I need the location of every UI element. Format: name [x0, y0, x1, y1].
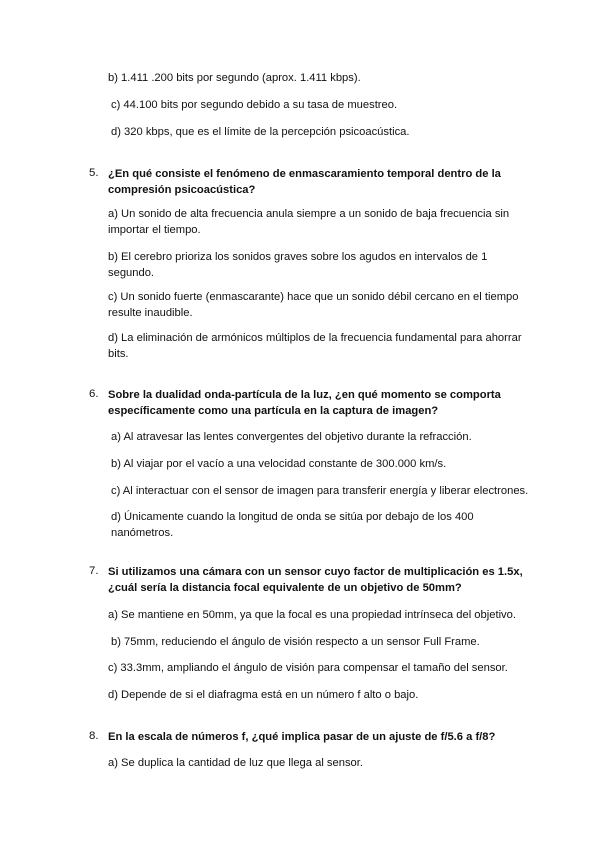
question-text: Si utilizamos una cámara con un sensor cuyo factor de multiplicación es 1.5x, ¿cuál sería la distancia focal equivalente de un objetivo de 50mm? [108, 566, 523, 594]
question-text: Sobre la dualidad onda-partícula de la luz, ¿en qué momento se comporta específicamente como una partícula en la captura de imagen? [108, 389, 501, 417]
question-number: 7. [89, 565, 99, 577]
q4-option-b: b) 1.411 .200 bits por segundo (aprox. 1.411 kbps). [108, 72, 361, 84]
q4-option-d: d) 320 kbps, que es el límite de la percepción psicoacústica. [111, 126, 410, 138]
question-number: 6. [89, 388, 99, 400]
q6-option-c: c) Al interactuar con el sensor de imagen para transferir energía y liberar electrones. [111, 485, 529, 497]
q6-option-b: b) Al viajar por el vacío a una velocidad constante de 300.000 km/s. [111, 458, 447, 470]
q6-option-a: a) Al atravesar las lentes convergentes del objetivo durante la refracción. [111, 431, 472, 443]
q5-option-c: c) Un sonido fuerte (enmascarante) hace que un sonido débil cercano en el tiempo resulte inaudible. [108, 291, 519, 319]
q4-option-c: c) 44.100 bits por segundo debido a su tasa de muestreo. [111, 99, 398, 111]
question-text: En la escala de números f, ¿qué implica pasar de un ajuste de f/5.6 a f/8? [108, 731, 496, 743]
question-number: 5. [89, 167, 99, 179]
q7-option-a: a) Se mantiene en 50mm, ya que la focal es una propiedad intrínseca del objetivo. [108, 609, 516, 621]
question-number: 8. [89, 730, 99, 742]
q8-option-a: a) Se duplica la cantidad de luz que llega al sensor. [108, 757, 363, 769]
q5-option-d: d) La eliminación de armónicos múltiplos de la frecuencia fundamental para ahorrar bits. [108, 332, 522, 360]
q7-option-b: b) 75mm, reduciendo el ángulo de visión respecto a un sensor Full Frame. [111, 636, 480, 648]
q7-option-d: d) Depende de si el diafragma está en un número f alto o bajo. [108, 689, 419, 701]
q7-option-c: c) 33.3mm, ampliando el ángulo de visión para compensar el tamaño del sensor. [108, 662, 508, 674]
q6-option-d: d) Únicamente cuando la longitud de onda se sitúa por debajo de los 400 nanómetros. [111, 511, 474, 539]
question-text: ¿En qué consiste el fenómeno de enmascaramiento temporal dentro de la compresión psicoacústica? [108, 168, 501, 196]
q5-option-a: a) Un sonido de alta frecuencia anula siempre a un sonido de baja frecuencia sin importar el tiempo. [108, 208, 510, 236]
q5-option-b: b) El cerebro prioriza los sonidos graves sobre los agudos en intervalos de 1 segundo. [108, 251, 488, 279]
